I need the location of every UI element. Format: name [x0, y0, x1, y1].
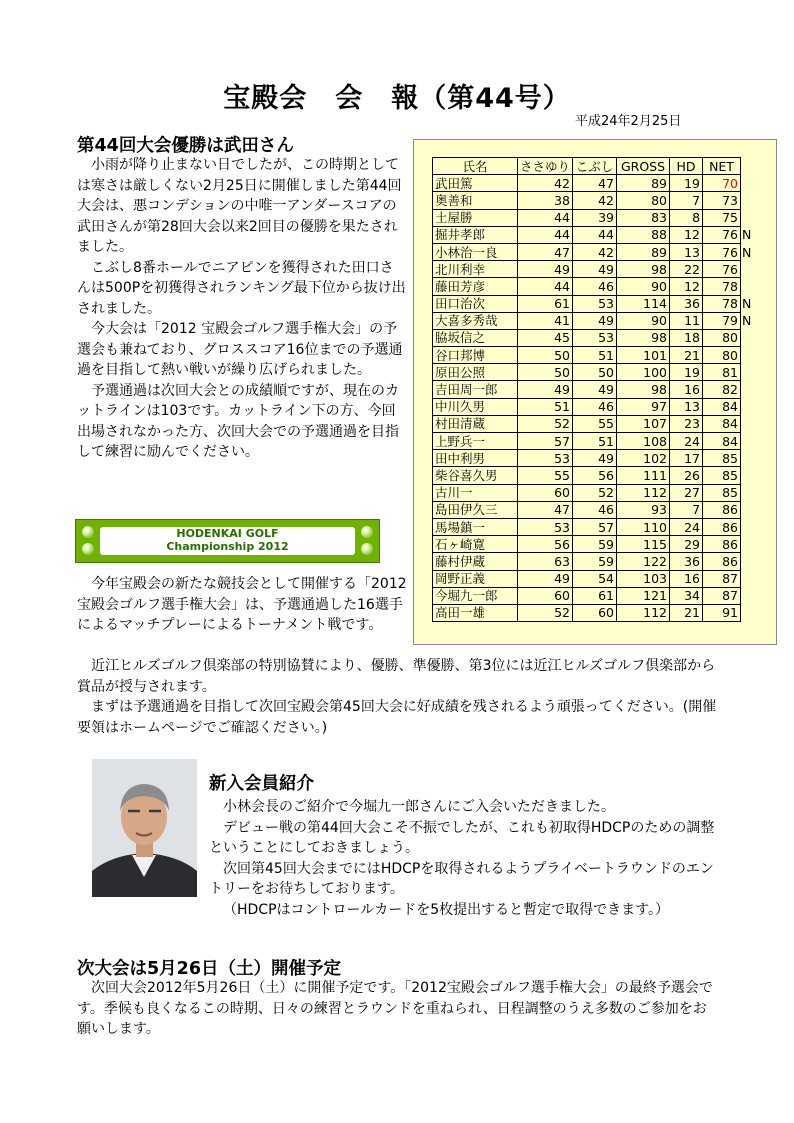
- col-gross-header: GROSS: [617, 158, 670, 175]
- flag-cell: [741, 415, 759, 432]
- results-header-row: [433, 158, 759, 175]
- flag-cell: [741, 450, 759, 467]
- kobushi-score-cell: 56: [573, 467, 617, 484]
- gross-score-cell: 110: [617, 518, 670, 535]
- flag-cell: N: [741, 312, 759, 329]
- handicap-cell: 29: [670, 536, 703, 553]
- flag-cell: [741, 536, 759, 553]
- issue-date: 平成24年2月25日: [575, 114, 682, 129]
- handicap-cell: 34: [670, 587, 703, 604]
- sasayuri-score-cell: 49: [518, 381, 573, 398]
- sasayuri-score-cell: 60: [518, 484, 573, 501]
- gross-score-cell: 98: [617, 381, 670, 398]
- player-name-cell: 上野兵一: [433, 433, 518, 450]
- sasayuri-score-cell: 44: [518, 209, 573, 226]
- kobushi-score-cell: 55: [573, 415, 617, 432]
- handicap-cell: 17: [670, 450, 703, 467]
- flag-cell: N: [741, 295, 759, 312]
- new-member-photo: [92, 759, 197, 897]
- player-name-cell: 掘井孝郎: [433, 226, 518, 243]
- gross-score-cell: 102: [617, 450, 670, 467]
- gross-score-cell: 122: [617, 553, 670, 570]
- net-score-cell: 80: [703, 347, 741, 364]
- table-row: [433, 175, 759, 192]
- kobushi-score-cell: 51: [573, 347, 617, 364]
- sasayuri-score-cell: 44: [518, 278, 573, 295]
- handicap-cell: 36: [670, 553, 703, 570]
- flag-cell: [741, 381, 759, 398]
- handicap-cell: 36: [670, 295, 703, 312]
- sasayuri-score-cell: 63: [518, 553, 573, 570]
- player-name-cell: 村田清蔵: [433, 415, 518, 432]
- player-name-cell: 脇坂信之: [433, 329, 518, 346]
- results-table: [432, 157, 758, 622]
- handicap-cell: 21: [670, 604, 703, 621]
- flag-cell: [741, 467, 759, 484]
- handicap-cell: 23: [670, 415, 703, 432]
- gross-score-cell: 114: [617, 295, 670, 312]
- flag-cell: [741, 209, 759, 226]
- net-score-cell: 91: [703, 604, 741, 621]
- banner-label: [100, 527, 355, 555]
- player-name-cell: 高田一雄: [433, 604, 518, 621]
- player-name-cell: 小林治一良: [433, 243, 518, 260]
- table-row: [433, 243, 759, 260]
- table-row: [433, 364, 759, 381]
- handicap-cell: 16: [670, 570, 703, 587]
- sasayuri-score-cell: 52: [518, 604, 573, 621]
- table-row: [433, 226, 759, 243]
- flag-cell: N: [741, 226, 759, 243]
- col-sasayuri-header: ささゆり: [518, 158, 573, 175]
- net-score-cell: 76: [703, 243, 741, 260]
- sasayuri-score-cell: 57: [518, 433, 573, 450]
- flag-cell: [741, 501, 759, 518]
- net-score-cell: 86: [703, 536, 741, 553]
- flag-cell: [741, 364, 759, 381]
- sasayuri-score-cell: 49: [518, 261, 573, 278]
- net-score-cell: 87: [703, 587, 741, 604]
- article1-paragraph: こぶし8番ホールでニアピンを獲得された田口さんは500Pを初獲得されランキング最下位から抜け出されました。: [77, 259, 406, 317]
- table-row: [433, 347, 759, 364]
- kobushi-score-cell: 47: [573, 175, 617, 192]
- table-row: [433, 536, 759, 553]
- kobushi-score-cell: 52: [573, 484, 617, 501]
- flag-cell: [741, 261, 759, 278]
- net-score-cell: 75: [703, 209, 741, 226]
- sasayuri-score-cell: 53: [518, 450, 573, 467]
- article3-paragraph: （HDCPはコントロールカードを5枚提出すると暫定で取得できます。）: [223, 901, 670, 918]
- handicap-cell: 12: [670, 278, 703, 295]
- article4-body: [77, 978, 719, 1040]
- article4-heading: 次大会は5月26日（土）開催予定: [77, 959, 342, 979]
- net-score-cell: 81: [703, 364, 741, 381]
- player-name-cell: 田中利男: [433, 450, 518, 467]
- net-score-cell: 84: [703, 415, 741, 432]
- col-kobushi-header: こぶし: [573, 158, 617, 175]
- championship-banner: [75, 519, 380, 563]
- table-row: [433, 467, 759, 484]
- player-name-cell: 武田篤: [433, 175, 518, 192]
- handicap-cell: 24: [670, 518, 703, 535]
- table-row: [433, 553, 759, 570]
- sasayuri-score-cell: 47: [518, 243, 573, 260]
- col-name-header: 氏名: [433, 158, 518, 175]
- handicap-cell: 12: [670, 226, 703, 243]
- net-score-cell: 82: [703, 381, 741, 398]
- table-row: [433, 604, 759, 621]
- gross-score-cell: 112: [617, 604, 670, 621]
- sasayuri-score-cell: 60: [518, 587, 573, 604]
- handicap-cell: 8: [670, 209, 703, 226]
- kobushi-score-cell: 49: [573, 450, 617, 467]
- player-name-cell: 柴谷喜久男: [433, 467, 518, 484]
- table-row: [433, 192, 759, 209]
- player-name-cell: 田口治次: [433, 295, 518, 312]
- gross-score-cell: 112: [617, 484, 670, 501]
- kobushi-score-cell: 50: [573, 364, 617, 381]
- player-name-cell: 石ヶ崎寛: [433, 536, 518, 553]
- net-score-cell: 76: [703, 261, 741, 278]
- handicap-cell: 22: [670, 261, 703, 278]
- handicap-cell: 27: [670, 484, 703, 501]
- handicap-cell: 24: [670, 433, 703, 450]
- net-score-cell: 84: [703, 398, 741, 415]
- sasayuri-score-cell: 51: [518, 398, 573, 415]
- article1-heading: 第44回大会優勝は武田さん: [77, 136, 294, 156]
- banner-dot: [82, 526, 94, 538]
- flag-cell: [741, 553, 759, 570]
- net-score-cell: 85: [703, 484, 741, 501]
- handicap-cell: 19: [670, 175, 703, 192]
- net-score-cell: 86: [703, 501, 741, 518]
- kobushi-score-cell: 42: [573, 243, 617, 260]
- kobushi-score-cell: 51: [573, 433, 617, 450]
- gross-score-cell: 83: [617, 209, 670, 226]
- net-score-cell: 86: [703, 553, 741, 570]
- kobushi-score-cell: 59: [573, 553, 617, 570]
- net-score-cell: 76: [703, 226, 741, 243]
- article3-paragraph: デビュー戦の第44回大会こそ不振でしたが、これも初取得HDCPのための調整ということにしておきましょう。: [209, 819, 715, 856]
- kobushi-score-cell: 61: [573, 587, 617, 604]
- kobushi-score-cell: 46: [573, 398, 617, 415]
- kobushi-score-cell: 60: [573, 604, 617, 621]
- player-name-cell: 原田公照: [433, 364, 518, 381]
- article2-paragraph: 今年宝殿会の新たな競技会として開催する「2012宝殿会ゴルフ選手権大会」は、予選通過した16選手によるマッチプレーによるトーナメント戦です。: [77, 576, 407, 633]
- net-score-cell: 85: [703, 450, 741, 467]
- player-name-cell: 谷口邦博: [433, 347, 518, 364]
- table-row: [433, 261, 759, 278]
- article3-paragraph: 小林会長のご紹介で今堀九一郎さんにご入会いただきました。: [223, 799, 615, 815]
- banner-dot: [361, 526, 373, 538]
- table-row: [433, 587, 759, 604]
- article1-paragraph: 小雨が降り止まない日でしたが、この時期としては寒さは厳しくない2月25日に開催しました第44回大会は、悪コンデションの中唯一アンダースコアの武田さんが第28回大会以来2回目の優勝を果たされました。: [77, 157, 402, 255]
- flag-cell: [741, 398, 759, 415]
- kobushi-score-cell: 54: [573, 570, 617, 587]
- article3-body: [209, 797, 721, 920]
- flag-cell: [741, 570, 759, 587]
- sasayuri-score-cell: 53: [518, 518, 573, 535]
- gross-score-cell: 103: [617, 570, 670, 587]
- flag-cell: N: [741, 243, 759, 260]
- handicap-cell: 16: [670, 381, 703, 398]
- col-flag-header: [741, 158, 759, 175]
- article2-intro: [77, 574, 407, 636]
- table-row: [433, 312, 759, 329]
- table-row: [433, 450, 759, 467]
- gross-score-cell: 90: [617, 312, 670, 329]
- handicap-cell: 11: [670, 312, 703, 329]
- sasayuri-score-cell: 47: [518, 501, 573, 518]
- flag-cell: [741, 192, 759, 209]
- table-row: [433, 518, 759, 535]
- kobushi-score-cell: 46: [573, 501, 617, 518]
- article1-paragraph: 今大会は「2012 宝殿会ゴルフ選手権大会」の予選会も兼ねており、グロススコア16位までの予選通過を目指して熱い戦いが繰り広げられました。: [77, 321, 403, 378]
- net-score-cell: 85: [703, 467, 741, 484]
- sasayuri-score-cell: 42: [518, 175, 573, 192]
- player-name-cell: 吉田周一郎: [433, 381, 518, 398]
- flag-cell: [741, 278, 759, 295]
- gross-score-cell: 97: [617, 398, 670, 415]
- article2-body: [77, 656, 719, 738]
- gross-score-cell: 100: [617, 364, 670, 381]
- table-row: [433, 209, 759, 226]
- kobushi-score-cell: 49: [573, 312, 617, 329]
- kobushi-score-cell: 53: [573, 295, 617, 312]
- banner-dot: [361, 543, 373, 555]
- table-row: [433, 295, 759, 312]
- table-row: [433, 501, 759, 518]
- table-row: [433, 415, 759, 432]
- table-row: [433, 329, 759, 346]
- kobushi-score-cell: 44: [573, 226, 617, 243]
- sasayuri-score-cell: 44: [518, 226, 573, 243]
- kobushi-score-cell: 49: [573, 381, 617, 398]
- article3-heading: 新入会員紹介: [209, 774, 314, 794]
- net-score-cell: 73: [703, 192, 741, 209]
- gross-score-cell: 89: [617, 243, 670, 260]
- gross-score-cell: 93: [617, 501, 670, 518]
- handicap-cell: 19: [670, 364, 703, 381]
- kobushi-score-cell: 42: [573, 192, 617, 209]
- net-score-cell: 78: [703, 278, 741, 295]
- flag-cell: [741, 433, 759, 450]
- table-row: [433, 398, 759, 415]
- sasayuri-score-cell: 50: [518, 347, 573, 364]
- sasayuri-score-cell: 61: [518, 295, 573, 312]
- flag-cell: [741, 175, 759, 192]
- player-name-cell: 大喜多秀哉: [433, 312, 518, 329]
- kobushi-score-cell: 57: [573, 518, 617, 535]
- net-score-cell: 87: [703, 570, 741, 587]
- player-name-cell: 岡野正義: [433, 570, 518, 587]
- gross-score-cell: 88: [617, 226, 670, 243]
- col-hd-header: HD: [670, 158, 703, 175]
- gross-score-cell: 108: [617, 433, 670, 450]
- player-name-cell: 島田伊久三: [433, 501, 518, 518]
- kobushi-score-cell: 53: [573, 329, 617, 346]
- kobushi-score-cell: 49: [573, 261, 617, 278]
- net-score-cell: 79: [703, 312, 741, 329]
- flag-cell: [741, 587, 759, 604]
- player-name-cell: 古川一: [433, 484, 518, 501]
- table-row: [433, 381, 759, 398]
- net-score-cell: 84: [703, 433, 741, 450]
- banner-line1: HODENKAI GOLF: [176, 527, 279, 540]
- gross-score-cell: 98: [617, 329, 670, 346]
- net-score-cell: 78: [703, 295, 741, 312]
- kobushi-score-cell: 59: [573, 536, 617, 553]
- sasayuri-score-cell: 56: [518, 536, 573, 553]
- player-name-cell: 北川利幸: [433, 261, 518, 278]
- player-name-cell: 今堀九一郎: [433, 587, 518, 604]
- sasayuri-score-cell: 50: [518, 364, 573, 381]
- article3-paragraph: 次回第45回大会までにはHDCPを取得されるようプライベートラウンドのエントリーをお待ちしております。: [209, 860, 714, 897]
- player-name-cell: 中川久男: [433, 398, 518, 415]
- player-name-cell: 藤村伊蔵: [433, 553, 518, 570]
- sasayuri-score-cell: 49: [518, 570, 573, 587]
- handicap-cell: 7: [670, 192, 703, 209]
- results-table-panel: [413, 139, 777, 645]
- gross-score-cell: 121: [617, 587, 670, 604]
- net-score-cell: 86: [703, 518, 741, 535]
- gross-score-cell: 80: [617, 192, 670, 209]
- handicap-cell: 18: [670, 329, 703, 346]
- table-row: [433, 433, 759, 450]
- gross-score-cell: 90: [617, 278, 670, 295]
- gross-score-cell: 101: [617, 347, 670, 364]
- gross-score-cell: 98: [617, 261, 670, 278]
- banner-dot: [82, 543, 94, 555]
- player-name-cell: 奥善和: [433, 192, 518, 209]
- col-net-header: NET: [703, 158, 741, 175]
- article1-body: [77, 155, 407, 463]
- article2-paragraph: まずは予選通過を目指して次回宝殿会第45回大会に好成績を残されるよう頑張ってください。(開催要領はホームページでご確認ください。): [77, 699, 717, 736]
- kobushi-score-cell: 46: [573, 278, 617, 295]
- sasayuri-score-cell: 45: [518, 329, 573, 346]
- net-score-cell: 70: [703, 175, 741, 192]
- handicap-cell: 21: [670, 347, 703, 364]
- banner-line2: Championship 2012: [166, 540, 289, 553]
- sasayuri-score-cell: 41: [518, 312, 573, 329]
- sasayuri-score-cell: 38: [518, 192, 573, 209]
- gross-score-cell: 115: [617, 536, 670, 553]
- sasayuri-score-cell: 52: [518, 415, 573, 432]
- gross-score-cell: 89: [617, 175, 670, 192]
- table-row: [433, 570, 759, 587]
- handicap-cell: 13: [670, 398, 703, 415]
- portrait-illustration: [92, 759, 197, 897]
- net-score-cell: 80: [703, 329, 741, 346]
- flag-cell: [741, 604, 759, 621]
- newsletter-title: 宝殿会 会 報（第44号）: [223, 83, 571, 114]
- player-name-cell: 土屋勝: [433, 209, 518, 226]
- article1-paragraph: 予選通過は次回大会との成績順ですが、現在のカットラインは103です。カットライン下の方、今回出場されなかった方、次回大会での予選通過を目指して練習に励んでください。: [77, 382, 399, 460]
- article4-paragraph: 次回大会2012年5月26日（土）に開催予定です。「2012宝殿会ゴルフ選手権大会」の最終予選会です。季候も良くなるこの時期、日々の練習とラウンドを重ねられ、日程調整のうえ多数のご参加をお願いします。: [77, 980, 713, 1037]
- article2-paragraph: 近江ヒルズゴルフ倶楽部の特別協賛により、優勝、準優勝、第3位には近江ヒルズゴルフ倶楽部から賞品が授与されます。: [77, 658, 716, 695]
- gross-score-cell: 111: [617, 467, 670, 484]
- flag-cell: [741, 329, 759, 346]
- handicap-cell: 13: [670, 243, 703, 260]
- sasayuri-score-cell: 55: [518, 467, 573, 484]
- table-row: [433, 484, 759, 501]
- table-row: [433, 278, 759, 295]
- kobushi-score-cell: 39: [573, 209, 617, 226]
- player-name-cell: 藤田芳彦: [433, 278, 518, 295]
- handicap-cell: 7: [670, 501, 703, 518]
- flag-cell: [741, 347, 759, 364]
- player-name-cell: 馬場鎮一: [433, 518, 518, 535]
- flag-cell: [741, 484, 759, 501]
- handicap-cell: 26: [670, 467, 703, 484]
- gross-score-cell: 107: [617, 415, 670, 432]
- flag-cell: [741, 518, 759, 535]
